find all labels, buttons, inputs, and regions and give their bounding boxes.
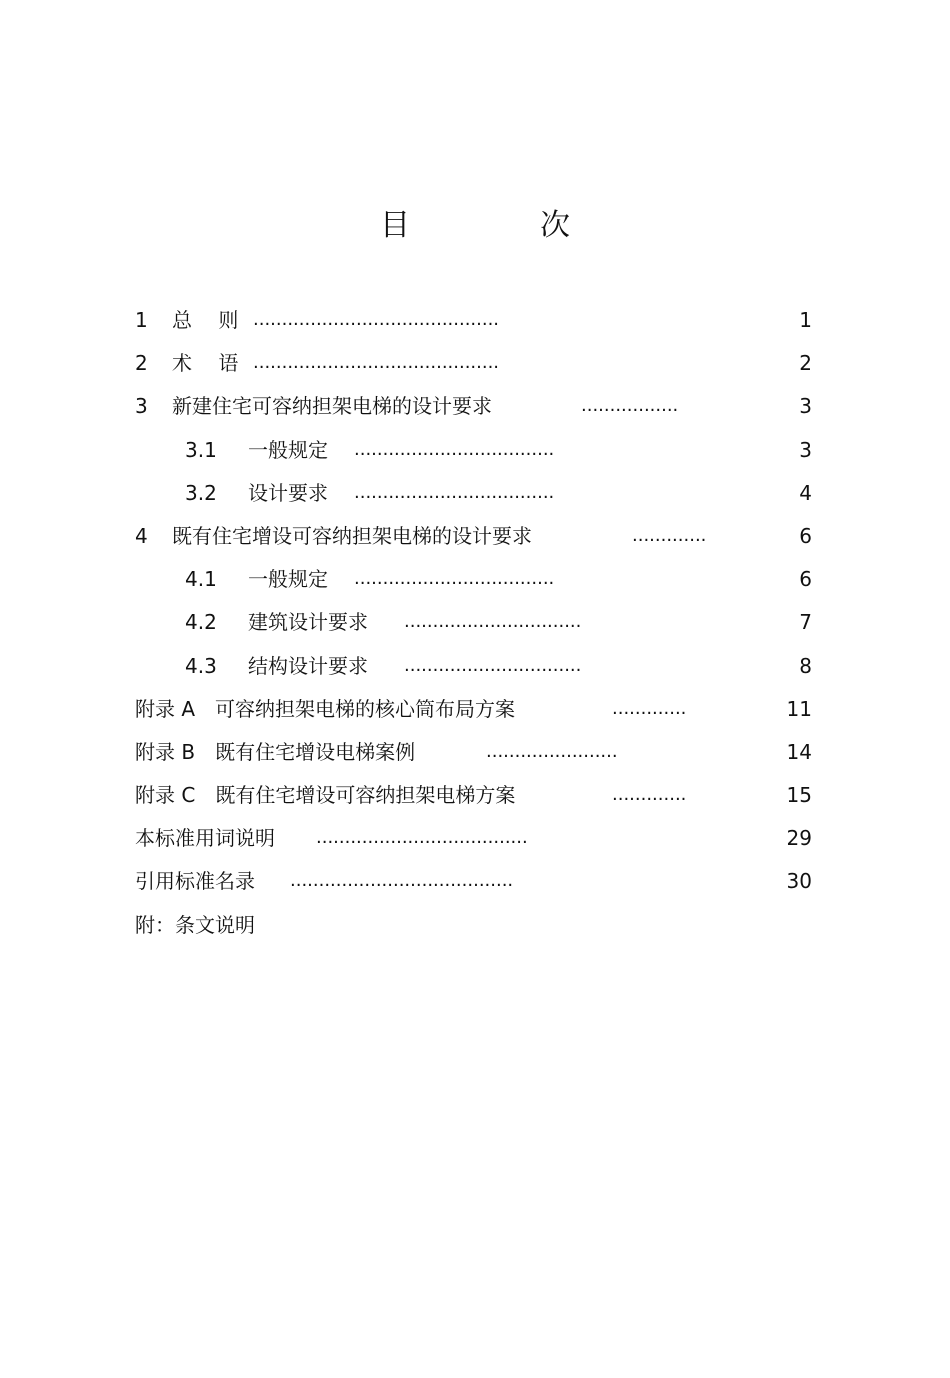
- toc-entry-leader: ...................................: [354, 438, 555, 460]
- toc-entry-page: 29: [786, 826, 812, 851]
- toc-entry-page: 7: [799, 610, 812, 635]
- toc-entry-leader: .......................................: [290, 870, 514, 892]
- toc-entry-leader: ...........................................: [253, 309, 500, 330]
- toc-entry[interactable]: [135, 561, 812, 604]
- toc-entry-page: 14: [786, 739, 812, 764]
- toc-entry-page: 15: [786, 783, 812, 808]
- page-title: 目 次: [380, 208, 620, 243]
- toc-entry-leader: .............: [612, 697, 687, 719]
- toc-entry[interactable]: [135, 820, 812, 863]
- toc-entry-label: 既有住宅增设可容纳担架电梯的设计要求: [172, 523, 532, 548]
- toc-entry-page: 4: [799, 480, 812, 505]
- toc-entry[interactable]: [135, 345, 812, 388]
- toc-entry[interactable]: [135, 302, 812, 345]
- toc-entry-leader: ...........................................: [253, 352, 500, 374]
- toc-entry-number: 4.1: [185, 567, 217, 592]
- toc-entry-label: 建筑设计要求: [248, 610, 368, 635]
- toc-entry-page: 2: [799, 351, 812, 376]
- toc-entry-leader: .......................: [486, 740, 618, 762]
- toc-entry-page: 8: [799, 653, 812, 678]
- toc-entry-number: 2: [135, 351, 148, 376]
- toc-entry-leader: ...............................: [404, 611, 582, 633]
- toc-entry-label: 附：条文说明: [135, 912, 255, 937]
- toc-entry-page: 6: [799, 567, 812, 592]
- toc-entry-page: 6: [799, 523, 812, 548]
- toc-entry-label: 一般规定: [248, 567, 328, 592]
- toc-entry[interactable]: [135, 691, 812, 734]
- toc-entry-number: 3.1: [185, 437, 217, 462]
- table-of-contents: [135, 302, 812, 950]
- toc-entry[interactable]: [135, 604, 812, 647]
- toc-entry-leader: .............: [632, 524, 707, 546]
- toc-entry-leader: ...............................: [404, 654, 582, 676]
- toc-entry-label: 本标准用词说明: [135, 826, 275, 851]
- toc-entry-label: 附录 B 既有住宅增设电梯案例: [135, 739, 416, 764]
- toc-entry-number: 4.2: [185, 610, 217, 635]
- toc-entry-page: 1: [799, 308, 812, 332]
- toc-entry-label: 一般规定: [248, 437, 328, 462]
- toc-entry[interactable]: [135, 907, 812, 950]
- toc-entry-leader: .....................................: [316, 827, 528, 849]
- toc-entry-label: 新建住宅可容纳担架电梯的设计要求: [172, 394, 492, 419]
- toc-entry[interactable]: [135, 475, 812, 518]
- toc-entry-leader: ...................................: [354, 568, 555, 590]
- toc-entry-number: 3: [135, 394, 148, 419]
- toc-entry[interactable]: [135, 777, 812, 820]
- toc-entry-page: 3: [799, 394, 812, 419]
- toc-entry[interactable]: [135, 863, 812, 906]
- toc-entry-page: 11: [786, 696, 812, 721]
- toc-entry-leader: .................: [581, 395, 679, 417]
- toc-entry-number: 3.2: [185, 480, 217, 505]
- toc-entry-page: 3: [799, 437, 812, 462]
- toc-entry[interactable]: [135, 432, 812, 475]
- toc-entry[interactable]: [135, 648, 812, 691]
- toc-entry-leader: .............: [612, 784, 687, 806]
- toc-entry-number: 1: [135, 308, 148, 332]
- toc-entry-page: 30: [786, 869, 812, 894]
- toc-entry-label: 设计要求: [248, 480, 328, 505]
- toc-entry-leader: ...................................: [354, 481, 555, 503]
- toc-entry[interactable]: [135, 734, 812, 777]
- toc-entry-number: 4: [135, 523, 148, 548]
- toc-entry-label: 结构设计要求: [248, 653, 368, 678]
- toc-entry-number: 4.3: [185, 653, 217, 678]
- toc-entry-label: 总 则: [172, 308, 239, 332]
- toc-entry[interactable]: [135, 518, 812, 561]
- toc-entry[interactable]: [135, 388, 812, 431]
- toc-entry-label: 引用标准名录: [135, 869, 255, 894]
- toc-entry-label: 术 语: [172, 351, 239, 376]
- toc-entry-label: 附录 A 可容纳担架电梯的核心筒布局方案: [135, 696, 516, 721]
- toc-entry-label: 附录 C 既有住宅增设可容纳担架电梯方案: [135, 783, 516, 808]
